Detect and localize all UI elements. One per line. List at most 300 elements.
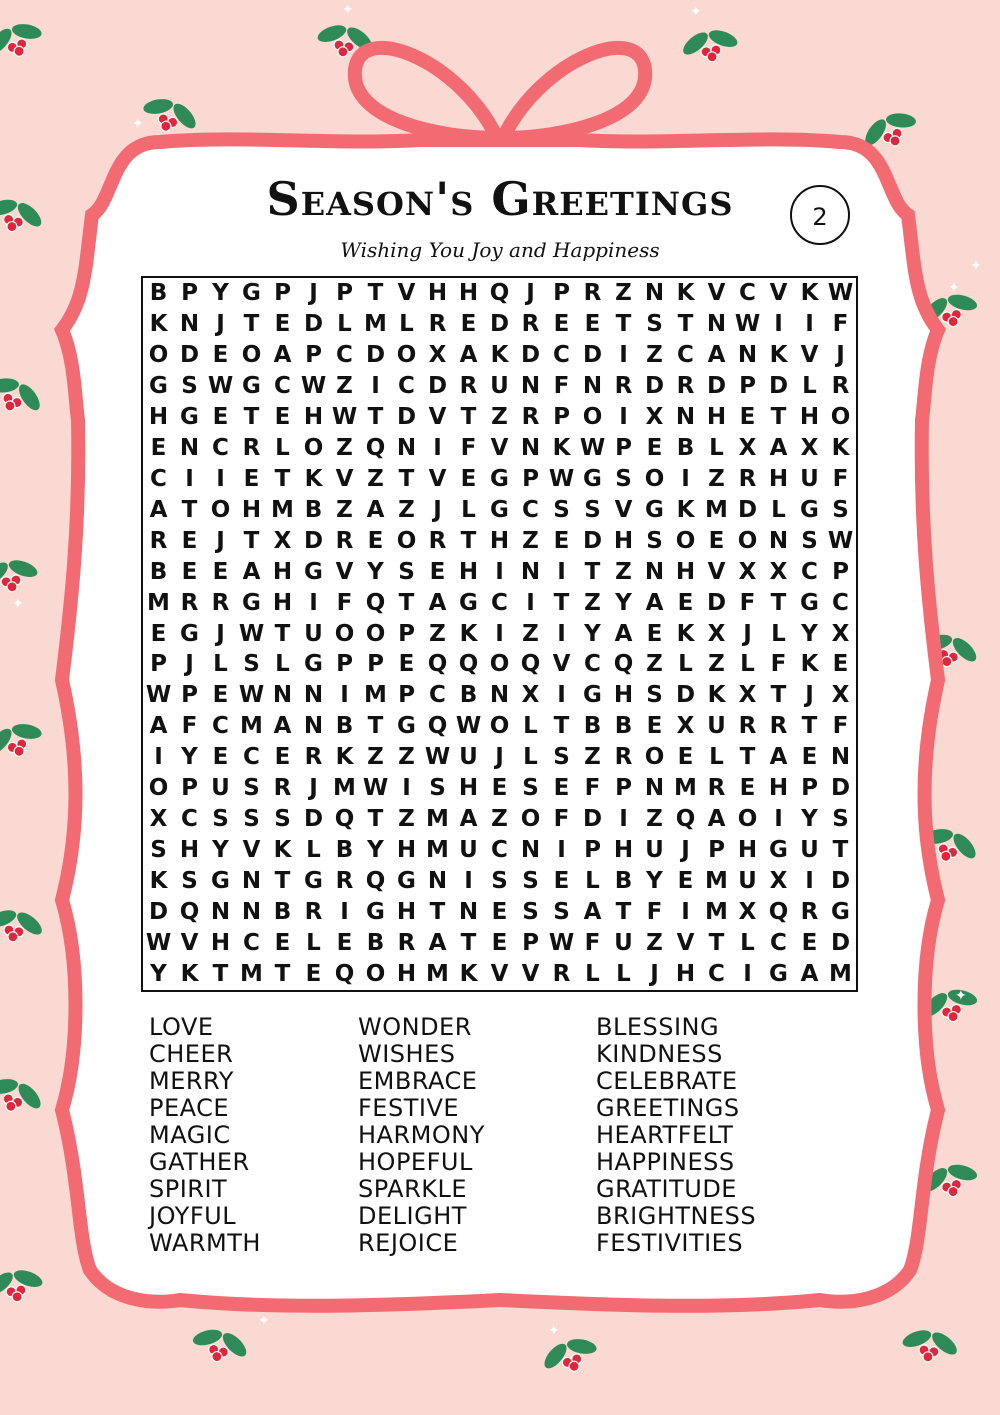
grid-cell[interactable]: V — [428, 465, 447, 492]
grid-cell[interactable]: J — [495, 744, 504, 771]
grid-cell[interactable]: D — [768, 372, 789, 399]
grid-cell[interactable]: H — [303, 403, 324, 430]
grid-cell[interactable]: H — [396, 961, 417, 988]
grid-cell[interactable]: O — [148, 341, 169, 368]
grid-cell[interactable]: N — [179, 310, 200, 337]
grid-cell[interactable]: T — [708, 930, 725, 957]
grid-cell[interactable]: H — [737, 837, 758, 864]
grid-cell[interactable]: T — [832, 837, 849, 864]
grid-cell[interactable]: U — [490, 372, 509, 399]
grid-cell[interactable]: C — [243, 930, 260, 957]
grid-cell[interactable]: J — [526, 280, 535, 306]
grid-cell[interactable]: L — [337, 310, 352, 337]
grid-cell[interactable]: Z — [398, 496, 415, 523]
grid-cell[interactable]: X — [769, 868, 788, 895]
grid-cell[interactable]: D — [303, 310, 324, 337]
grid-cell[interactable]: R — [521, 310, 540, 337]
grid-cell[interactable]: Q — [427, 713, 448, 740]
grid-cell[interactable]: X — [707, 620, 726, 647]
grid-cell[interactable]: W — [145, 930, 172, 957]
grid-cell[interactable]: E — [243, 465, 260, 492]
grid-cell[interactable]: V — [242, 837, 261, 864]
grid-cell[interactable]: R — [149, 527, 168, 554]
grid-cell[interactable]: C — [832, 589, 849, 616]
grid-cell[interactable]: L — [306, 930, 321, 957]
grid-cell[interactable]: Q — [427, 651, 448, 678]
grid-cell[interactable]: C — [491, 589, 508, 616]
grid-cell[interactable]: E — [274, 310, 291, 337]
grid-cell[interactable]: E — [677, 868, 694, 895]
grid-cell[interactable]: P — [522, 930, 539, 957]
grid-cell[interactable]: R — [304, 744, 323, 771]
grid-cell[interactable]: E — [553, 868, 570, 895]
grid-cell[interactable]: N — [675, 403, 696, 430]
grid-cell[interactable]: G — [397, 868, 416, 895]
grid-cell[interactable]: W — [424, 744, 451, 771]
grid-cell[interactable]: H — [396, 899, 417, 926]
grid-cell[interactable]: R — [738, 713, 757, 740]
grid-cell[interactable]: T — [615, 899, 632, 926]
grid-cell[interactable]: A — [583, 899, 602, 926]
grid-cell[interactable]: E — [212, 403, 229, 430]
grid-cell[interactable]: G — [490, 465, 509, 492]
grid-cell[interactable]: N — [489, 682, 510, 709]
grid-cell[interactable]: W — [734, 310, 761, 337]
grid-cell[interactable]: Z — [646, 341, 663, 368]
grid-cell[interactable]: Y — [181, 744, 198, 771]
grid-cell[interactable]: C — [522, 496, 539, 523]
grid-cell[interactable]: E — [739, 775, 756, 802]
grid-cell[interactable]: Q — [520, 651, 541, 678]
grid-cell[interactable]: Y — [801, 620, 818, 647]
grid-cell[interactable]: W — [548, 465, 575, 492]
grid-cell[interactable]: E — [646, 434, 663, 461]
grid-cell[interactable]: C — [212, 434, 229, 461]
grid-cell[interactable]: S — [584, 496, 601, 523]
grid-cell[interactable]: I — [526, 589, 535, 616]
grid-cell[interactable]: A — [769, 744, 788, 771]
grid-cell[interactable]: R — [242, 434, 261, 461]
grid-cell[interactable]: R — [428, 527, 447, 554]
grid-cell[interactable]: V — [490, 434, 509, 461]
grid-cell[interactable]: S — [832, 806, 849, 833]
grid-cell[interactable]: P — [181, 280, 198, 306]
grid-cell[interactable]: K — [180, 961, 199, 988]
grid-cell[interactable]: S — [181, 372, 198, 399]
grid-cell[interactable]: I — [309, 589, 318, 616]
grid-cell[interactable]: V — [800, 341, 819, 368]
grid-cell[interactable]: S — [491, 868, 508, 895]
grid-cell[interactable]: Q — [489, 280, 510, 306]
grid-cell[interactable]: T — [181, 496, 198, 523]
grid-cell[interactable]: J — [836, 341, 845, 368]
grid-cell[interactable]: U — [800, 837, 819, 864]
grid-cell[interactable]: Z — [646, 651, 663, 678]
grid-cell[interactable]: P — [305, 341, 322, 368]
grid-cell[interactable]: R — [428, 310, 447, 337]
grid-cell[interactable]: P — [615, 775, 632, 802]
grid-cell[interactable]: H — [427, 280, 448, 306]
grid-cell[interactable]: G — [397, 713, 416, 740]
grid-cell[interactable]: M — [364, 310, 387, 337]
grid-cell[interactable]: D — [582, 806, 603, 833]
grid-cell[interactable]: G — [242, 589, 261, 616]
grid-cell[interactable]: P — [739, 372, 756, 399]
grid-cell[interactable]: U — [645, 837, 664, 864]
grid-cell[interactable]: N — [272, 682, 293, 709]
grid-cell[interactable]: U — [614, 930, 633, 957]
grid-cell[interactable]: C — [336, 341, 353, 368]
grid-cell[interactable]: G — [242, 372, 261, 399]
grid-cell[interactable]: N — [458, 899, 479, 926]
grid-cell[interactable]: L — [461, 496, 476, 523]
grid-cell[interactable]: T — [243, 310, 260, 337]
grid-cell[interactable]: N — [768, 527, 789, 554]
grid-cell[interactable]: O — [210, 496, 231, 523]
grid-cell[interactable]: I — [805, 868, 814, 895]
grid-cell[interactable]: T — [460, 527, 477, 554]
grid-cell[interactable]: S — [553, 899, 570, 926]
grid-cell[interactable]: R — [614, 372, 633, 399]
grid-cell[interactable]: T — [367, 403, 384, 430]
grid-cell[interactable]: Y — [615, 589, 632, 616]
grid-cell[interactable]: Q — [675, 806, 696, 833]
grid-cell[interactable]: R — [180, 589, 199, 616]
grid-cell[interactable]: D — [830, 775, 851, 802]
grid-cell[interactable]: D — [489, 310, 510, 337]
grid-cell[interactable]: E — [553, 527, 570, 554]
grid-cell[interactable]: E — [274, 744, 291, 771]
grid-cell[interactable]: S — [243, 806, 260, 833]
grid-cell[interactable]: G — [459, 589, 478, 616]
grid-cell[interactable]: W — [145, 682, 172, 709]
grid-cell[interactable]: L — [616, 961, 631, 988]
grid-cell[interactable]: M — [705, 868, 728, 895]
grid-cell[interactable]: X — [738, 682, 757, 709]
grid-cell[interactable]: A — [707, 341, 726, 368]
grid-cell[interactable]: R — [738, 465, 757, 492]
grid-cell[interactable]: H — [241, 496, 262, 523]
grid-cell[interactable]: B — [583, 713, 602, 740]
grid-cell[interactable]: G — [645, 496, 664, 523]
grid-cell[interactable]: D — [365, 341, 386, 368]
grid-cell[interactable]: C — [274, 372, 291, 399]
grid-cell[interactable]: A — [242, 558, 261, 585]
grid-cell[interactable]: E — [212, 682, 229, 709]
grid-cell[interactable]: T — [677, 310, 694, 337]
grid-cell[interactable]: M — [240, 713, 263, 740]
grid-cell[interactable]: I — [340, 682, 349, 709]
grid-cell[interactable]: T — [770, 589, 787, 616]
grid-cell[interactable]: I — [340, 899, 349, 926]
grid-cell[interactable]: S — [553, 496, 570, 523]
grid-cell[interactable]: B — [614, 713, 633, 740]
grid-cell[interactable]: A — [645, 589, 664, 616]
grid-cell[interactable]: L — [678, 651, 693, 678]
grid-cell[interactable]: E — [801, 930, 818, 957]
grid-cell[interactable]: Y — [212, 837, 229, 864]
grid-cell[interactable]: N — [520, 372, 541, 399]
grid-cell[interactable]: E — [708, 527, 725, 554]
grid-cell[interactable]: A — [366, 496, 385, 523]
grid-cell[interactable]: F — [832, 465, 849, 492]
grid-cell[interactable]: M — [333, 775, 356, 802]
grid-cell[interactable]: T — [460, 403, 477, 430]
grid-cell[interactable]: K — [769, 341, 788, 368]
grid-cell[interactable]: U — [738, 868, 757, 895]
grid-cell[interactable]: V — [521, 961, 540, 988]
grid-cell[interactable]: I — [154, 744, 163, 771]
grid-cell[interactable]: K — [459, 961, 478, 988]
grid-cell[interactable]: D — [520, 341, 541, 368]
grid-cell[interactable]: K — [800, 651, 819, 678]
grid-cell[interactable]: J — [681, 837, 690, 864]
grid-cell[interactable]: K — [676, 620, 695, 647]
grid-cell[interactable]: W — [362, 775, 389, 802]
grid-cell[interactable]: A — [273, 713, 292, 740]
grid-cell[interactable]: E — [584, 310, 601, 337]
grid-cell[interactable]: G — [366, 899, 385, 926]
grid-cell[interactable]: E — [150, 620, 167, 647]
grid-cell[interactable]: G — [304, 651, 323, 678]
grid-cell[interactable]: H — [396, 837, 417, 864]
grid-cell[interactable]: R — [676, 372, 695, 399]
grid-cell[interactable]: G — [180, 403, 199, 430]
grid-cell[interactable]: G — [149, 372, 168, 399]
grid-cell[interactable]: C — [801, 558, 818, 585]
grid-cell[interactable]: R — [800, 899, 819, 926]
grid-cell[interactable]: Y — [367, 837, 384, 864]
grid-cell[interactable]: D — [427, 372, 448, 399]
grid-cell[interactable]: X — [769, 558, 788, 585]
grid-cell[interactable]: F — [553, 372, 570, 399]
grid-cell[interactable]: A — [459, 341, 478, 368]
grid-cell[interactable]: V — [552, 651, 571, 678]
grid-cell[interactable]: L — [709, 434, 724, 461]
grid-cell[interactable]: T — [274, 465, 291, 492]
grid-cell[interactable]: Z — [367, 465, 384, 492]
grid-cell[interactable]: M — [705, 496, 728, 523]
grid-cell[interactable]: H — [613, 527, 634, 554]
grid-cell[interactable]: T — [274, 620, 291, 647]
grid-cell[interactable]: E — [460, 465, 477, 492]
grid-cell[interactable]: S — [646, 310, 663, 337]
grid-cell[interactable]: R — [211, 589, 230, 616]
grid-cell[interactable]: O — [241, 341, 262, 368]
grid-cell[interactable]: F — [553, 806, 570, 833]
grid-cell[interactable]: M — [426, 837, 449, 864]
grid-cell[interactable]: B — [459, 682, 478, 709]
grid-cell[interactable]: Z — [615, 558, 632, 585]
grid-cell[interactable]: Q — [768, 899, 789, 926]
grid-cell[interactable]: G — [211, 868, 230, 895]
grid-cell[interactable]: O — [365, 620, 386, 647]
grid-cell[interactable]: S — [212, 806, 229, 833]
grid-cell[interactable]: I — [557, 620, 566, 647]
grid-cell[interactable]: E — [367, 527, 384, 554]
grid-cell[interactable]: L — [306, 837, 321, 864]
grid-cell[interactable]: S — [429, 775, 446, 802]
grid-cell[interactable]: G — [800, 496, 819, 523]
grid-cell[interactable]: K — [800, 280, 819, 306]
grid-cell[interactable]: X — [738, 899, 757, 926]
grid-cell[interactable]: R — [304, 899, 323, 926]
grid-cell[interactable]: D — [303, 527, 324, 554]
grid-cell[interactable]: M — [147, 589, 170, 616]
grid-cell[interactable]: T — [212, 961, 229, 988]
grid-cell[interactable]: S — [553, 744, 570, 771]
grid-cell[interactable]: H — [272, 558, 293, 585]
grid-cell[interactable]: G — [831, 899, 850, 926]
grid-cell[interactable]: S — [243, 651, 260, 678]
grid-cell[interactable]: R — [397, 930, 416, 957]
grid-cell[interactable]: L — [275, 434, 290, 461]
grid-cell[interactable]: L — [585, 868, 600, 895]
grid-cell[interactable]: A — [149, 713, 168, 740]
grid-cell[interactable]: T — [367, 806, 384, 833]
grid-cell[interactable]: W — [300, 372, 327, 399]
grid-cell[interactable]: I — [402, 775, 411, 802]
grid-cell[interactable]: V — [707, 558, 726, 585]
grid-cell[interactable]: A — [428, 930, 447, 957]
grid-cell[interactable]: X — [521, 682, 540, 709]
grid-cell[interactable]: B — [304, 496, 323, 523]
grid-cell[interactable]: B — [366, 930, 385, 957]
grid-cell[interactable]: S — [646, 682, 663, 709]
grid-cell[interactable]: Q — [458, 651, 479, 678]
grid-cell[interactable]: H — [799, 403, 820, 430]
grid-cell[interactable]: O — [334, 620, 355, 647]
grid-cell[interactable]: K — [676, 280, 695, 306]
grid-cell[interactable]: J — [805, 682, 814, 709]
grid-cell[interactable]: N — [303, 713, 324, 740]
grid-cell[interactable]: N — [396, 434, 417, 461]
grid-cell[interactable]: L — [275, 651, 290, 678]
grid-cell[interactable]: I — [185, 465, 194, 492]
grid-cell[interactable]: U — [459, 837, 478, 864]
grid-cell[interactable]: D — [675, 682, 696, 709]
grid-cell[interactable]: I — [619, 806, 628, 833]
grid-cell[interactable]: W — [207, 372, 234, 399]
grid-cell[interactable]: I — [216, 465, 225, 492]
grid-cell[interactable]: J — [650, 961, 659, 988]
grid-cell[interactable]: J — [309, 280, 318, 306]
grid-cell[interactable]: H — [272, 589, 293, 616]
grid-cell[interactable]: Y — [584, 620, 601, 647]
grid-cell[interactable]: O — [675, 527, 696, 554]
grid-cell[interactable]: K — [459, 620, 478, 647]
grid-cell[interactable]: G — [769, 961, 788, 988]
grid-cell[interactable]: T — [274, 868, 291, 895]
grid-cell[interactable]: Y — [150, 961, 167, 988]
grid-cell[interactable]: X — [676, 713, 695, 740]
grid-cell[interactable]: J — [216, 527, 225, 554]
grid-cell[interactable]: F — [770, 651, 787, 678]
grid-cell[interactable]: W — [238, 682, 265, 709]
grid-cell[interactable]: T — [770, 682, 787, 709]
grid-cell[interactable]: P — [553, 403, 570, 430]
grid-cell[interactable]: N — [427, 868, 448, 895]
grid-cell[interactable]: Y — [367, 558, 384, 585]
grid-cell[interactable]: C — [212, 713, 229, 740]
grid-cell[interactable]: Q — [613, 651, 634, 678]
grid-cell[interactable]: L — [523, 744, 538, 771]
grid-cell[interactable]: C — [181, 806, 198, 833]
grid-cell[interactable]: I — [681, 899, 690, 926]
grid-cell[interactable]: X — [738, 558, 757, 585]
grid-cell[interactable]: V — [676, 930, 695, 957]
grid-cell[interactable]: L — [399, 310, 414, 337]
grid-cell[interactable]: V — [397, 280, 416, 306]
grid-cell[interactable]: F — [584, 930, 601, 957]
grid-cell[interactable]: E — [212, 341, 229, 368]
grid-cell[interactable]: C — [553, 341, 570, 368]
grid-cell[interactable]: Z — [429, 620, 446, 647]
grid-cell[interactable]: E — [553, 775, 570, 802]
grid-cell[interactable]: Z — [336, 434, 353, 461]
grid-cell[interactable]: A — [614, 620, 633, 647]
grid-cell[interactable]: U — [304, 620, 323, 647]
grid-cell[interactable]: O — [303, 434, 324, 461]
grid-cell[interactable]: M — [705, 899, 728, 926]
grid-cell[interactable]: E — [491, 775, 508, 802]
grid-cell[interactable]: C — [150, 465, 167, 492]
grid-cell[interactable]: B — [335, 837, 354, 864]
grid-cell[interactable]: H — [458, 558, 479, 585]
grid-cell[interactable]: N — [179, 434, 200, 461]
grid-cell[interactable]: X — [428, 341, 447, 368]
grid-cell[interactable]: P — [150, 651, 167, 678]
grid-cell[interactable]: G — [180, 620, 199, 647]
grid-cell[interactable]: V — [335, 465, 354, 492]
grid-cell[interactable]: C — [429, 682, 446, 709]
grid-cell[interactable]: W — [238, 620, 265, 647]
grid-cell[interactable]: D — [706, 589, 727, 616]
grid-cell[interactable]: E — [832, 651, 849, 678]
grid-cell[interactable]: R — [831, 372, 850, 399]
grid-cell[interactable]: C — [243, 744, 260, 771]
grid-cell[interactable]: S — [150, 837, 167, 864]
grid-cell[interactable]: M — [674, 775, 697, 802]
grid-cell[interactable]: U — [707, 713, 726, 740]
grid-cell[interactable]: B — [149, 558, 168, 585]
grid-cell[interactable]: B — [335, 713, 354, 740]
grid-cell[interactable]: X — [645, 403, 664, 430]
grid-cell[interactable]: F — [832, 713, 849, 740]
grid-cell[interactable]: C — [491, 837, 508, 864]
grid-cell[interactable]: K — [149, 868, 168, 895]
grid-cell[interactable]: P — [367, 651, 384, 678]
grid-cell[interactable]: X — [149, 806, 168, 833]
grid-cell[interactable]: C — [398, 372, 415, 399]
grid-cell[interactable]: D — [396, 403, 417, 430]
grid-cell[interactable]: B — [273, 899, 292, 926]
grid-cell[interactable]: T — [584, 558, 601, 585]
grid-cell[interactable]: S — [522, 775, 539, 802]
grid-cell[interactable]: Q — [334, 806, 355, 833]
grid-cell[interactable]: I — [557, 837, 566, 864]
grid-cell[interactable]: V — [707, 280, 726, 306]
grid-cell[interactable]: A — [707, 806, 726, 833]
grid-cell[interactable]: Z — [584, 589, 601, 616]
grid-cell[interactable]: P — [398, 682, 415, 709]
grid-cell[interactable]: H — [148, 403, 169, 430]
grid-cell[interactable]: O — [737, 527, 758, 554]
grid-cell[interactable]: N — [241, 899, 262, 926]
grid-cell[interactable]: L — [771, 496, 786, 523]
grid-cell[interactable]: S — [274, 806, 291, 833]
grid-cell[interactable]: J — [216, 620, 225, 647]
